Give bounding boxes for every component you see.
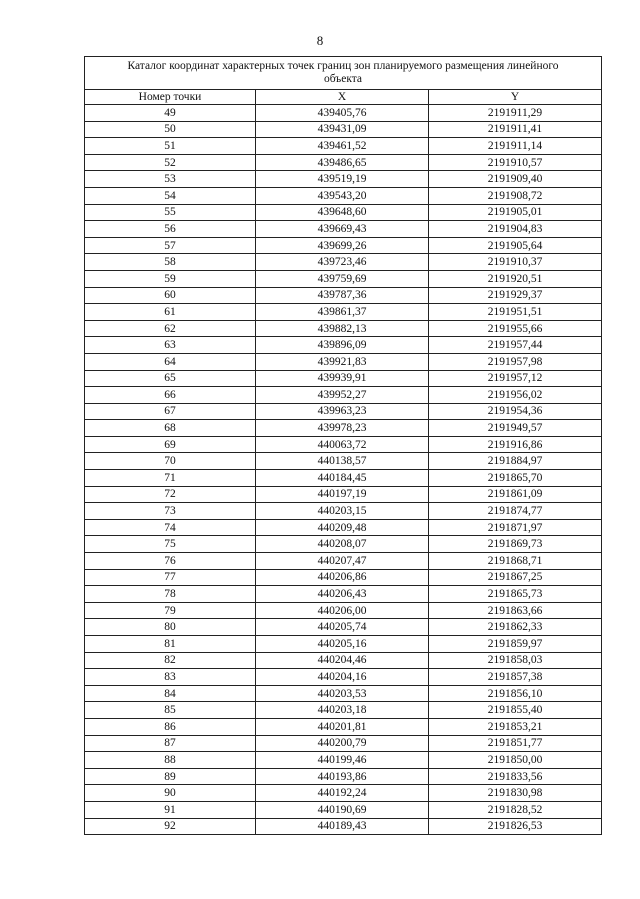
table-row (85, 619, 602, 636)
table-row (85, 636, 602, 653)
table-row (85, 486, 602, 503)
table-title: Каталог координат характерных точек границ зон планируемого размещения линейного объекта (85, 57, 602, 90)
cell-x: 439759,69 (256, 270, 429, 287)
cell-point-number: 53 (85, 171, 256, 188)
cell-point-number: 56 (85, 221, 256, 238)
cell-point-number: 86 (85, 718, 256, 735)
cell-point-number: 89 (85, 768, 256, 785)
cell-x: 440207,47 (256, 553, 429, 570)
cell-x: 439486,65 (256, 154, 429, 171)
cell-x: 440203,53 (256, 685, 429, 702)
cell-point-number: 78 (85, 586, 256, 603)
cell-point-number: 75 (85, 536, 256, 553)
cell-x: 440192,24 (256, 785, 429, 802)
table-row (85, 105, 602, 122)
table-row (85, 602, 602, 619)
cell-point-number: 90 (85, 785, 256, 802)
cell-y: 2191830,98 (429, 785, 602, 802)
cell-y: 2191920,51 (429, 270, 602, 287)
cell-point-number: 58 (85, 254, 256, 271)
cell-point-number: 57 (85, 237, 256, 254)
cell-x: 439669,43 (256, 221, 429, 238)
table-row (85, 735, 602, 752)
cell-y: 2191853,21 (429, 718, 602, 735)
cell-x: 439882,13 (256, 320, 429, 337)
cell-y: 2191909,40 (429, 171, 602, 188)
cell-y: 2191871,97 (429, 519, 602, 536)
cell-y: 2191851,77 (429, 735, 602, 752)
cell-y: 2191856,10 (429, 685, 602, 702)
cell-point-number: 81 (85, 636, 256, 653)
table-row (85, 553, 602, 570)
cell-x: 440190,69 (256, 801, 429, 818)
table-row (85, 403, 602, 420)
cell-x: 439861,37 (256, 304, 429, 321)
cell-x: 440206,86 (256, 569, 429, 586)
table-row (85, 785, 602, 802)
table-row (85, 652, 602, 669)
cell-x: 440199,46 (256, 752, 429, 769)
cell-y: 2191910,57 (429, 154, 602, 171)
cell-y: 2191904,83 (429, 221, 602, 238)
cell-point-number: 66 (85, 387, 256, 404)
cell-point-number: 70 (85, 453, 256, 470)
table-row (85, 420, 602, 437)
table-row (85, 768, 602, 785)
cell-y: 2191911,14 (429, 138, 602, 155)
cell-point-number: 59 (85, 270, 256, 287)
cell-y: 2191916,86 (429, 436, 602, 453)
cell-point-number: 61 (85, 304, 256, 321)
cell-point-number: 77 (85, 569, 256, 586)
cell-point-number: 87 (85, 735, 256, 752)
cell-x: 440138,57 (256, 453, 429, 470)
table-row (85, 304, 602, 321)
column-header-y: Y (429, 90, 602, 105)
cell-x: 439723,46 (256, 254, 429, 271)
table-row (85, 586, 602, 603)
table-row (85, 569, 602, 586)
cell-point-number: 50 (85, 121, 256, 138)
cell-point-number: 85 (85, 702, 256, 719)
page-number: 8 (316, 33, 324, 48)
cell-y: 2191957,12 (429, 370, 602, 387)
cell-x: 440205,16 (256, 636, 429, 653)
cell-point-number: 51 (85, 138, 256, 155)
cell-y: 2191905,64 (429, 237, 602, 254)
cell-point-number: 65 (85, 370, 256, 387)
table-row (85, 320, 602, 337)
cell-y: 2191862,33 (429, 619, 602, 636)
table-row (85, 536, 602, 553)
table-body (85, 105, 602, 835)
cell-x: 439939,91 (256, 370, 429, 387)
cell-y: 2191910,37 (429, 254, 602, 271)
cell-y: 2191929,37 (429, 287, 602, 304)
cell-point-number: 68 (85, 420, 256, 437)
cell-y: 2191863,66 (429, 602, 602, 619)
cell-x: 440063,72 (256, 436, 429, 453)
table-row (85, 503, 602, 520)
table-row (85, 254, 602, 271)
table-row (85, 121, 602, 138)
cell-point-number: 71 (85, 470, 256, 487)
table-row (85, 387, 602, 404)
table-row (85, 204, 602, 221)
cell-point-number: 62 (85, 320, 256, 337)
cell-point-number: 92 (85, 818, 256, 835)
cell-y: 2191859,97 (429, 636, 602, 653)
cell-y: 2191833,56 (429, 768, 602, 785)
cell-y: 2191905,01 (429, 204, 602, 221)
cell-x: 440189,43 (256, 818, 429, 835)
table-title-row (85, 57, 602, 90)
cell-x: 440193,86 (256, 768, 429, 785)
cell-y: 2191868,71 (429, 553, 602, 570)
cell-x: 440203,15 (256, 503, 429, 520)
cell-y: 2191874,77 (429, 503, 602, 520)
table-row (85, 270, 602, 287)
cell-y: 2191884,97 (429, 453, 602, 470)
table-row (85, 801, 602, 818)
cell-point-number: 72 (85, 486, 256, 503)
cell-point-number: 84 (85, 685, 256, 702)
table-row (85, 154, 602, 171)
cell-y: 2191956,02 (429, 387, 602, 404)
cell-x: 439952,27 (256, 387, 429, 404)
table-row (85, 237, 602, 254)
cell-y: 2191865,73 (429, 586, 602, 603)
table-row (85, 685, 602, 702)
cell-x: 440204,16 (256, 669, 429, 686)
cell-x: 440205,74 (256, 619, 429, 636)
cell-y: 2191865,70 (429, 470, 602, 487)
cell-y: 2191951,51 (429, 304, 602, 321)
cell-point-number: 80 (85, 619, 256, 636)
table-row (85, 337, 602, 354)
cell-y: 2191857,38 (429, 669, 602, 686)
cell-y: 2191858,03 (429, 652, 602, 669)
column-header-point-number: Номер точки (85, 90, 256, 105)
cell-point-number: 74 (85, 519, 256, 536)
table-row (85, 287, 602, 304)
table-row (85, 818, 602, 835)
cell-point-number: 83 (85, 669, 256, 686)
cell-point-number: 64 (85, 353, 256, 370)
cell-x: 439461,52 (256, 138, 429, 155)
cell-x: 440201,81 (256, 718, 429, 735)
cell-y: 2191957,44 (429, 337, 602, 354)
cell-x: 440209,48 (256, 519, 429, 536)
cell-y: 2191867,25 (429, 569, 602, 586)
cell-y: 2191957,98 (429, 353, 602, 370)
cell-y: 2191908,72 (429, 187, 602, 204)
table-row (85, 353, 602, 370)
table-row (85, 702, 602, 719)
cell-point-number: 63 (85, 337, 256, 354)
cell-x: 439921,83 (256, 353, 429, 370)
cell-x: 440204,46 (256, 652, 429, 669)
cell-x: 440206,00 (256, 602, 429, 619)
table-row (85, 470, 602, 487)
cell-y: 2191869,73 (429, 536, 602, 553)
cell-point-number: 54 (85, 187, 256, 204)
cell-point-number: 82 (85, 652, 256, 669)
cell-x: 439963,23 (256, 403, 429, 420)
cell-x: 439519,19 (256, 171, 429, 188)
cell-x: 439648,60 (256, 204, 429, 221)
cell-point-number: 88 (85, 752, 256, 769)
cell-x: 440184,45 (256, 470, 429, 487)
table-header-row (85, 90, 602, 105)
cell-point-number: 60 (85, 287, 256, 304)
cell-x: 440197,19 (256, 486, 429, 503)
cell-y: 2191826,53 (429, 818, 602, 835)
cell-point-number: 52 (85, 154, 256, 171)
table-row (85, 669, 602, 686)
cell-point-number: 76 (85, 553, 256, 570)
cell-y: 2191850,00 (429, 752, 602, 769)
cell-x: 439699,26 (256, 237, 429, 254)
cell-x: 440200,79 (256, 735, 429, 752)
table-row (85, 171, 602, 188)
cell-y: 2191861,09 (429, 486, 602, 503)
cell-x: 440203,18 (256, 702, 429, 719)
cell-point-number: 67 (85, 403, 256, 420)
cell-x: 439787,36 (256, 287, 429, 304)
table-row (85, 370, 602, 387)
cell-point-number: 91 (85, 801, 256, 818)
cell-y: 2191911,41 (429, 121, 602, 138)
cell-point-number: 69 (85, 436, 256, 453)
column-header-x: X (256, 90, 429, 105)
cell-x: 440208,07 (256, 536, 429, 553)
table-row (85, 453, 602, 470)
table-row (85, 436, 602, 453)
table-row (85, 718, 602, 735)
cell-x: 439431,09 (256, 121, 429, 138)
cell-x: 439405,76 (256, 105, 429, 122)
table-row (85, 221, 602, 238)
cell-y: 2191828,52 (429, 801, 602, 818)
coordinates-table (84, 56, 602, 835)
table-row (85, 138, 602, 155)
cell-y: 2191855,40 (429, 702, 602, 719)
cell-x: 439543,20 (256, 187, 429, 204)
cell-point-number: 55 (85, 204, 256, 221)
table-row (85, 187, 602, 204)
cell-y: 2191911,29 (429, 105, 602, 122)
cell-x: 439978,23 (256, 420, 429, 437)
cell-y: 2191949,57 (429, 420, 602, 437)
table-row (85, 519, 602, 536)
cell-y: 2191954,36 (429, 403, 602, 420)
cell-x: 440206,43 (256, 586, 429, 603)
cell-point-number: 49 (85, 105, 256, 122)
cell-x: 439896,09 (256, 337, 429, 354)
cell-point-number: 79 (85, 602, 256, 619)
cell-point-number: 73 (85, 503, 256, 520)
cell-y: 2191955,66 (429, 320, 602, 337)
table-row (85, 752, 602, 769)
